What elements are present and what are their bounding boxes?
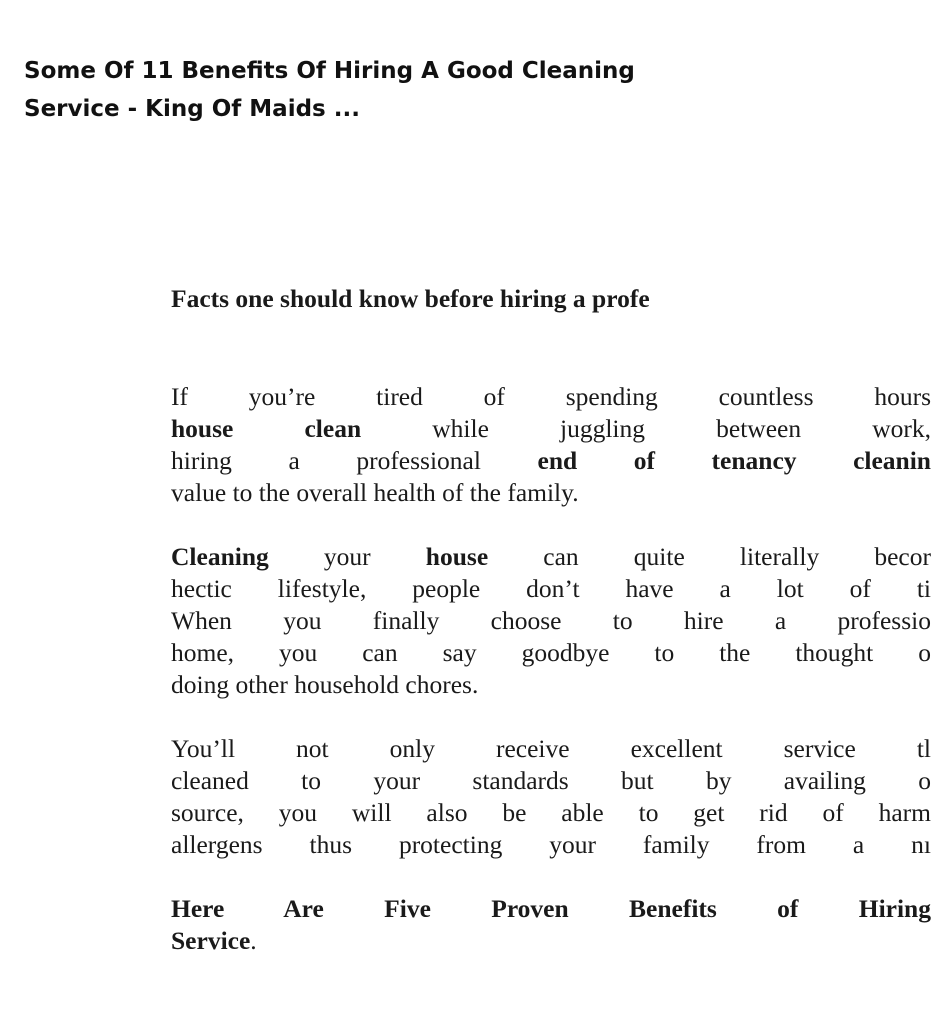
keyword-house-clean: house clean	[171, 414, 362, 443]
text-run: You’ll not only receive excellent service tl	[171, 734, 931, 763]
document-content	[171, 283, 931, 957]
keyword-end-of-tenancy-cleaning: end of tenancy cleanin	[537, 446, 931, 475]
paragraph	[171, 893, 931, 957]
text-run: When you finally choose to hire a professio	[171, 606, 931, 635]
text-run: while juggling between work,	[361, 414, 931, 443]
text-run: your	[268, 542, 426, 571]
text-run: allergens thus protecting your family from a nı	[171, 830, 931, 859]
text-line	[171, 541, 931, 573]
page-title: Some Of 11 Benefits Of Hiring A Good Cleaning Service - King Of Maids ...	[24, 58, 635, 122]
text-line	[171, 925, 931, 957]
document-heading: Facts one should know before hiring a profe	[171, 284, 650, 313]
text-run: cleaned to your standards but by availing o	[171, 766, 931, 795]
text-line	[171, 381, 931, 413]
text-line	[171, 573, 931, 605]
text-line	[171, 605, 931, 637]
text-line	[171, 445, 931, 477]
text-run: If you’re tired of spending countless hours	[171, 382, 931, 411]
subheading-five-benefits: Here Are Five Proven Benefits of Hiring	[171, 894, 931, 923]
text-line	[171, 893, 931, 925]
text-line	[171, 413, 931, 445]
text-line	[171, 637, 931, 669]
text-line	[171, 477, 931, 509]
text-run: .	[250, 926, 257, 955]
subheading-service: Service	[171, 926, 251, 955]
text-line	[171, 829, 931, 861]
text-run: value to the overall health of the family.	[171, 478, 579, 507]
text-run: doing other household chores.	[171, 670, 479, 699]
text-line	[171, 669, 931, 701]
keyword-house: house	[425, 542, 489, 571]
text-run: can quite literally becor	[488, 542, 931, 571]
text-run: hiring a professional	[171, 446, 538, 475]
document-image	[171, 283, 931, 983]
text-run: source, you will also be able to get rid of harm	[171, 798, 931, 827]
paragraph	[171, 733, 931, 861]
text-line	[171, 765, 931, 797]
keyword-cleaning: Cleaning	[171, 542, 269, 571]
paragraph	[171, 381, 931, 509]
text-run: hectic lifestyle, people don’t have a lot of ti	[171, 574, 931, 603]
text-line	[171, 797, 931, 829]
text-line	[171, 733, 931, 765]
paragraph	[171, 541, 931, 701]
text-run: home, you can say goodbye to the thought o	[171, 638, 931, 667]
